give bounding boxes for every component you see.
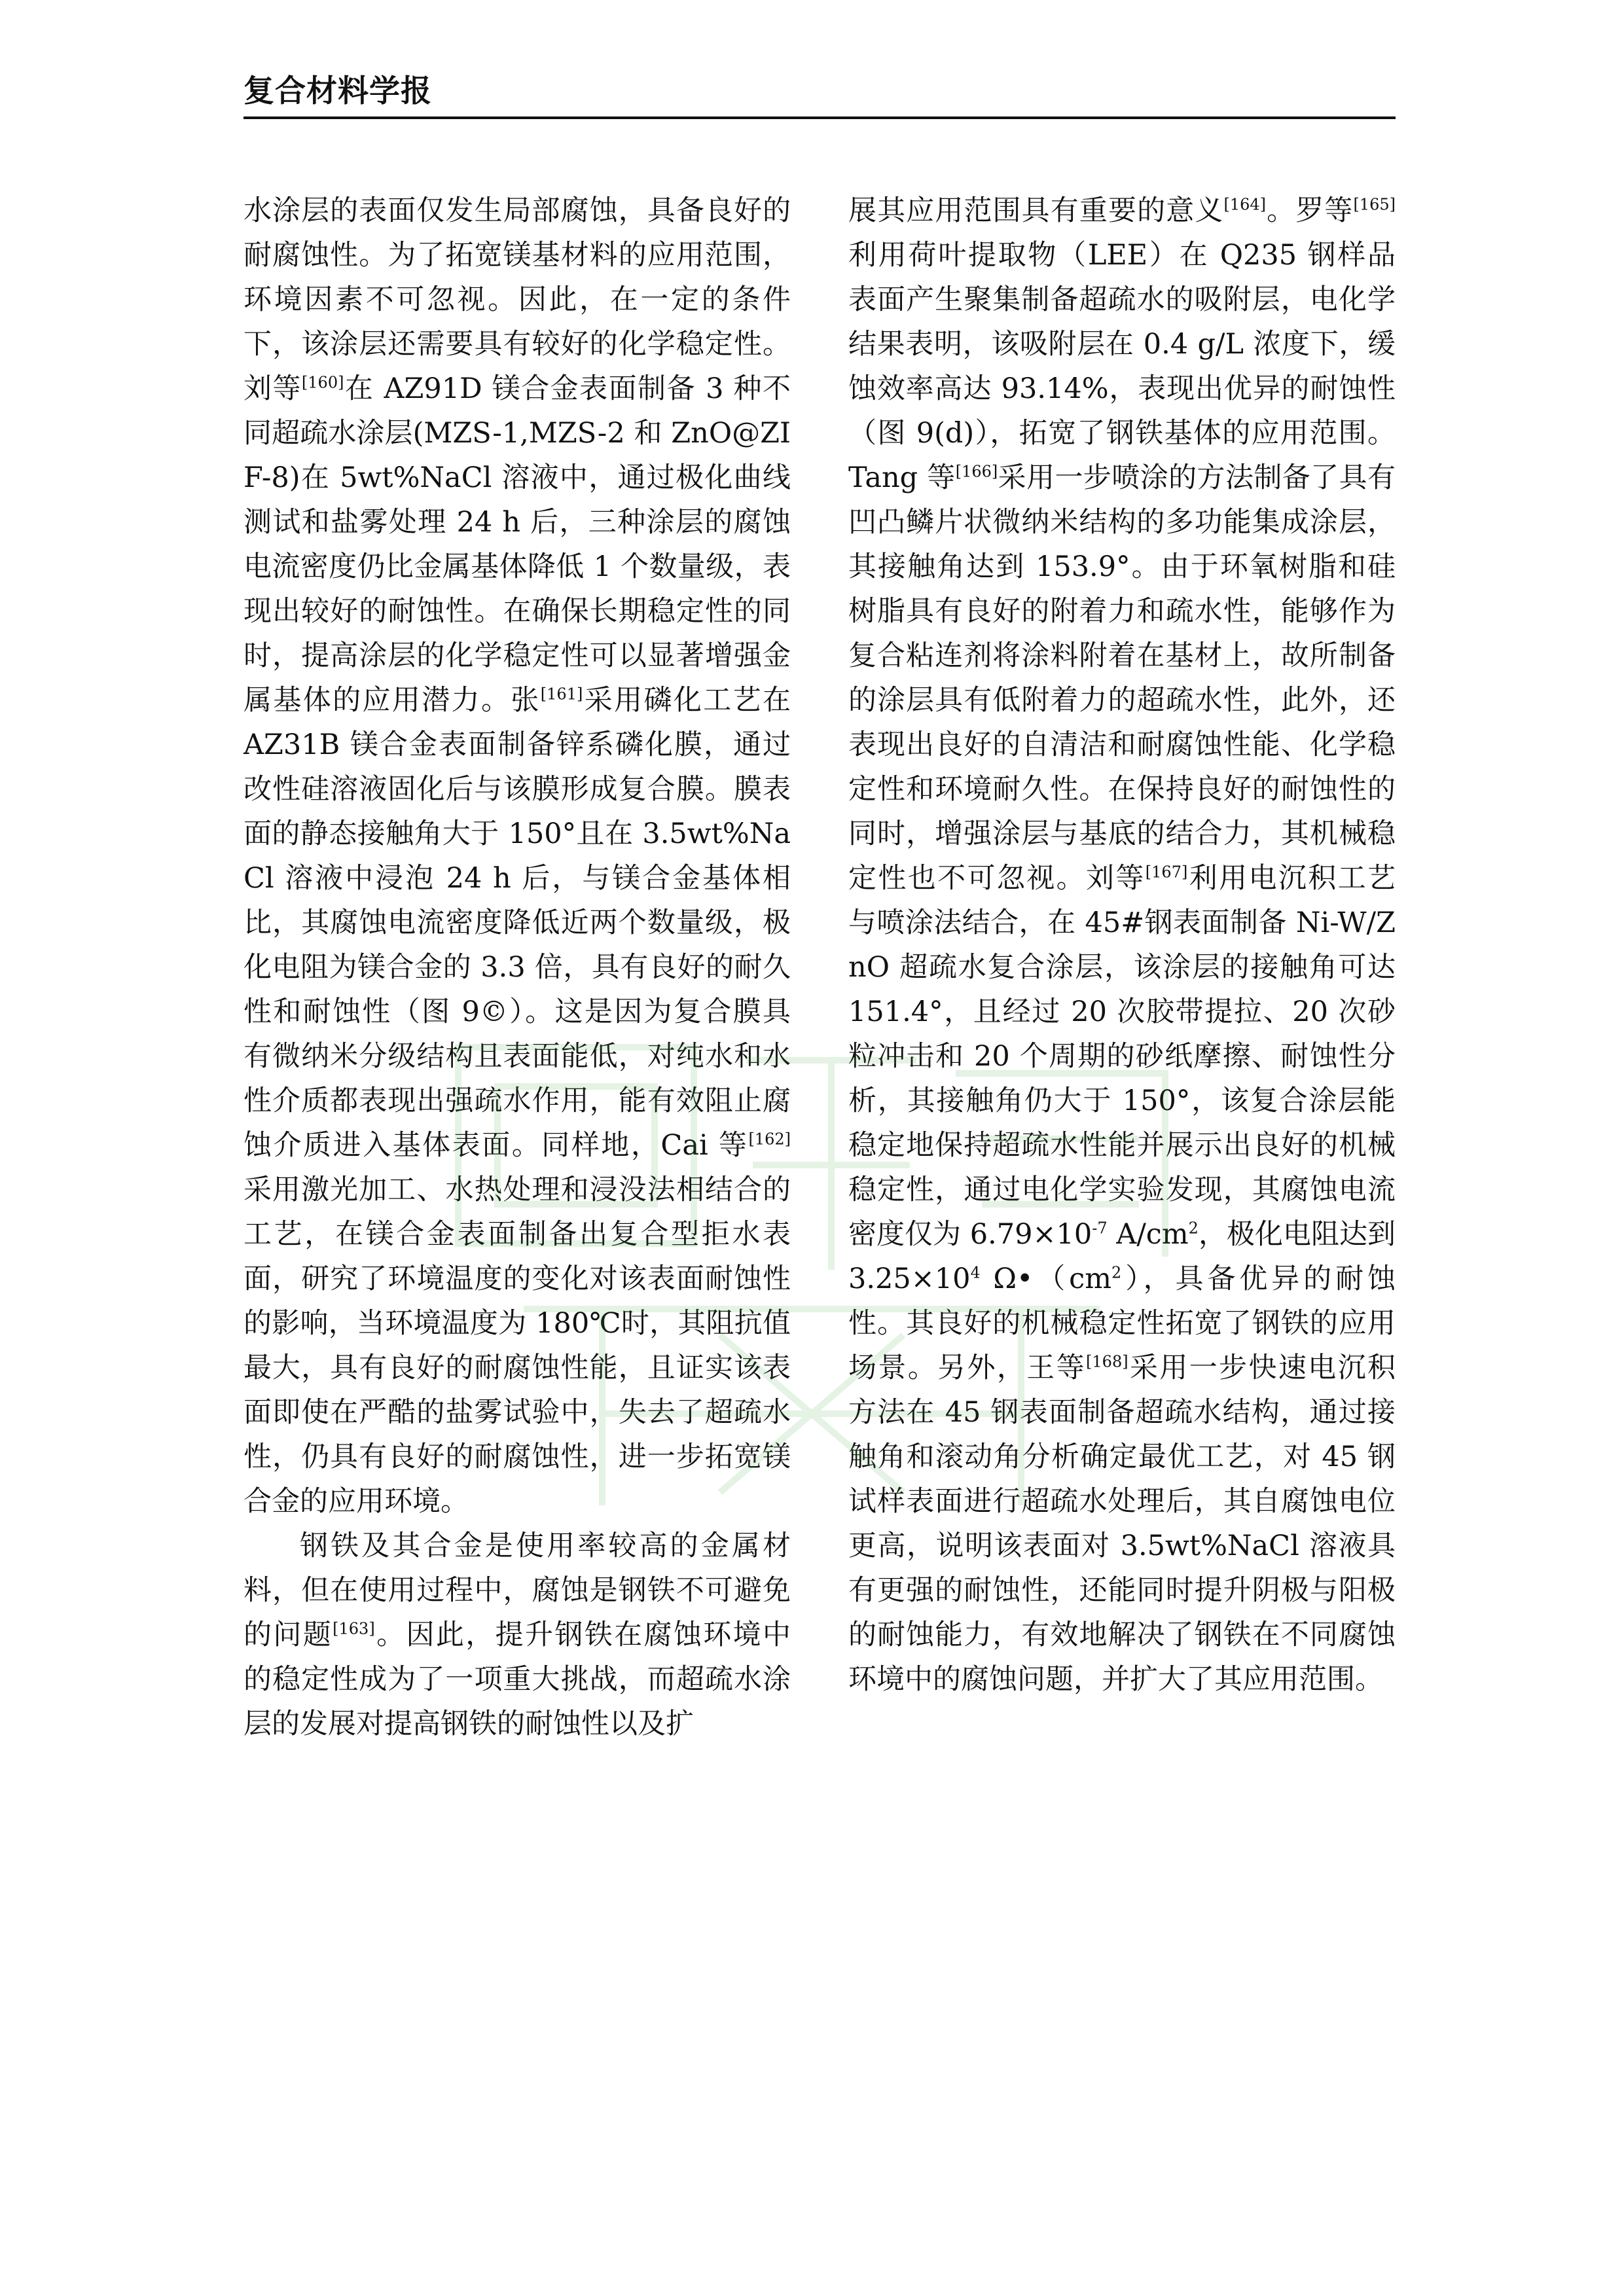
citation-163: [163] bbox=[333, 1619, 375, 1638]
text-run: A/cm bbox=[1107, 1218, 1189, 1251]
left-column bbox=[244, 188, 791, 1746]
exponent: 2 bbox=[1188, 1219, 1199, 1238]
exponent: 2 bbox=[1111, 1263, 1122, 1282]
text-run: 采用一步快速电沉积方法在 45 钢表面制备超疏水结构，通过接触角和滚动角分析确定最优工艺，对 45 钢试样表面进行超疏水处理后，其自腐蚀电位更高，说明该表面对 3.5wt%NaCl 溶液具有更强的耐蚀性，还能同时提升阴极与阳极的耐蚀能力，有效地解决了钢铁在不同腐蚀环境中的腐蚀问题，并扩大了其应用范围。 bbox=[848, 1352, 1396, 1696]
text-run: 。罗等 bbox=[1266, 194, 1354, 227]
text-run: 展其应用范围具有重要的意义 bbox=[848, 194, 1224, 227]
text-run: 利用荷叶提取物（LEE）在 Q235 钢样品表面产生聚集制备超疏水的吸附层，电化学结果表明，该吸附层在 0.4 g/L 浓度下，缓蚀效率高达 93.14%，表现出优异的耐蚀性（图 9(d)），拓宽了钢铁基体的应用范围。Tang 等 bbox=[848, 239, 1396, 494]
right-paragraph-1 bbox=[848, 188, 1396, 1702]
text-run: ，极化电阻达到 3.25×10 bbox=[848, 1218, 1396, 1295]
text-run: 水涂层的表面仅发生局部腐蚀，具备良好的耐腐蚀性。为了拓宽镁基材料的应用范围，环境因素不可忽视。因此，在一定的条件下，该涂层还需要具有较好的化学稳定性。刘等 bbox=[244, 194, 791, 405]
text-run: 采用激光加工、水热处理和浸没法相结合的工艺，在镁合金表面制备出复合型拒水表面，研究了环境温度的变化对该表面耐蚀性的影响，当环境温度为 180℃时，其阻抗值最大，具有良好的耐腐蚀性能，且证实该表面即使在严酷的盐雾试验中，失去了超疏水性，仍具有良好的耐腐蚀性，进一步拓宽镁合金的应用环境。 bbox=[244, 1174, 791, 1518]
citation-161: [161] bbox=[540, 685, 583, 704]
page-header bbox=[244, 73, 1396, 119]
citation-164: [164] bbox=[1223, 195, 1267, 214]
citation-162: [162] bbox=[748, 1130, 791, 1149]
journal-title: 复合材料学报 bbox=[244, 73, 432, 109]
right-column bbox=[848, 188, 1396, 1702]
exponent: 4 bbox=[970, 1263, 981, 1282]
text-run: 在 AZ91D 镁合金表面制备 3 种不同超疏水涂层(MZS-1,MZS-2 和 ZnO@ZIF-8)在 5wt%NaCl 溶液中，通过极化曲线测试和盐雾处理 24 h 后，三种涂层的腐蚀电流密度仍比金属基体降低 1 个数量级，表现出较好的耐蚀性。在确保长期稳定性的同时，提高涂层的化学稳定性可以显著增强金属基体的应用潜力。张 bbox=[244, 372, 791, 717]
text-run: 。因此，提升钢铁在腐蚀环境中的稳定性成为了一项重大挑战，而超疏水涂层的发展对提高钢铁的耐蚀性以及扩 bbox=[244, 1619, 791, 1740]
citation-166: [166] bbox=[955, 462, 998, 481]
citation-160: [160] bbox=[301, 373, 344, 392]
citation-168: [168] bbox=[1086, 1352, 1128, 1371]
left-paragraph-1 bbox=[244, 188, 791, 1524]
text-run: 采用一步喷涂的方法制备了具有凹凸鳞片状微纳米结构的多功能集成涂层，其接触角达到 153.9°。由于环氧树脂和硅树脂具有良好的附着力和疏水性，能够作为复合粘连剂将涂料附着在基材上，故所制备的涂层具有低附着力的超疏水性，此外，还表现出良好的自清洁和耐腐蚀性能、化学稳定性和环境耐久性。在保持良好的耐蚀性的同时，增强涂层与基底的结合力，其机械稳定性也不可忽视。刘等 bbox=[848, 461, 1396, 895]
exponent: -7 bbox=[1092, 1219, 1108, 1238]
text-run: Ω•（cm bbox=[980, 1263, 1112, 1295]
header-rule bbox=[244, 117, 1396, 119]
text-run: 采用磷化工艺在 AZ31B 镁合金表面制备锌系磷化膜，通过改性硅溶液固化后与该膜形成复合膜。膜表面的静态接触角大于 150°且在 3.5wt%NaCl 溶液中浸泡 24 h 后，与镁合金基体相比，其腐蚀电流密度降低近两个数量级，极化电阻为镁合金的 3.3 倍，具有良好的耐久性和耐蚀性（图 9©）。这是因为复合膜具有微纳米分级结构且表面能低，对纯水和水性介质都表现出强疏水作用，能有效阻止腐蚀介质进入基体表面。同样地，Cai 等 bbox=[244, 684, 791, 1162]
text-run: 钢铁及其合金是使用率较高的金属材料，但在使用过程中，腐蚀是钢铁不可避免的问题 bbox=[244, 1530, 791, 1651]
citation-165: [165] bbox=[1353, 195, 1396, 214]
text-run: 利用电沉积工艺与喷涂法结合，在 45#钢表面制备 Ni-W/ZnO 超疏水复合涂层，该涂层的接触角可达 151.4°，且经过 20 次胶带提拉、20 次砂粒冲击和 20 个周期的砂纸摩擦、耐蚀性分析，其接触角仍大于 150°，该复合涂层能稳定地保持超疏水性能并展示出良好的机械稳定性，通过电化学实验发现，其腐蚀电流密度仅为 6.79×10 bbox=[848, 862, 1396, 1251]
citation-167: [167] bbox=[1145, 863, 1188, 882]
left-paragraph-2 bbox=[244, 1524, 791, 1746]
text-run: ），具备优异的耐蚀性。其良好的机械稳定性拓宽了钢铁的应用场景。另外，王等 bbox=[848, 1263, 1396, 1384]
